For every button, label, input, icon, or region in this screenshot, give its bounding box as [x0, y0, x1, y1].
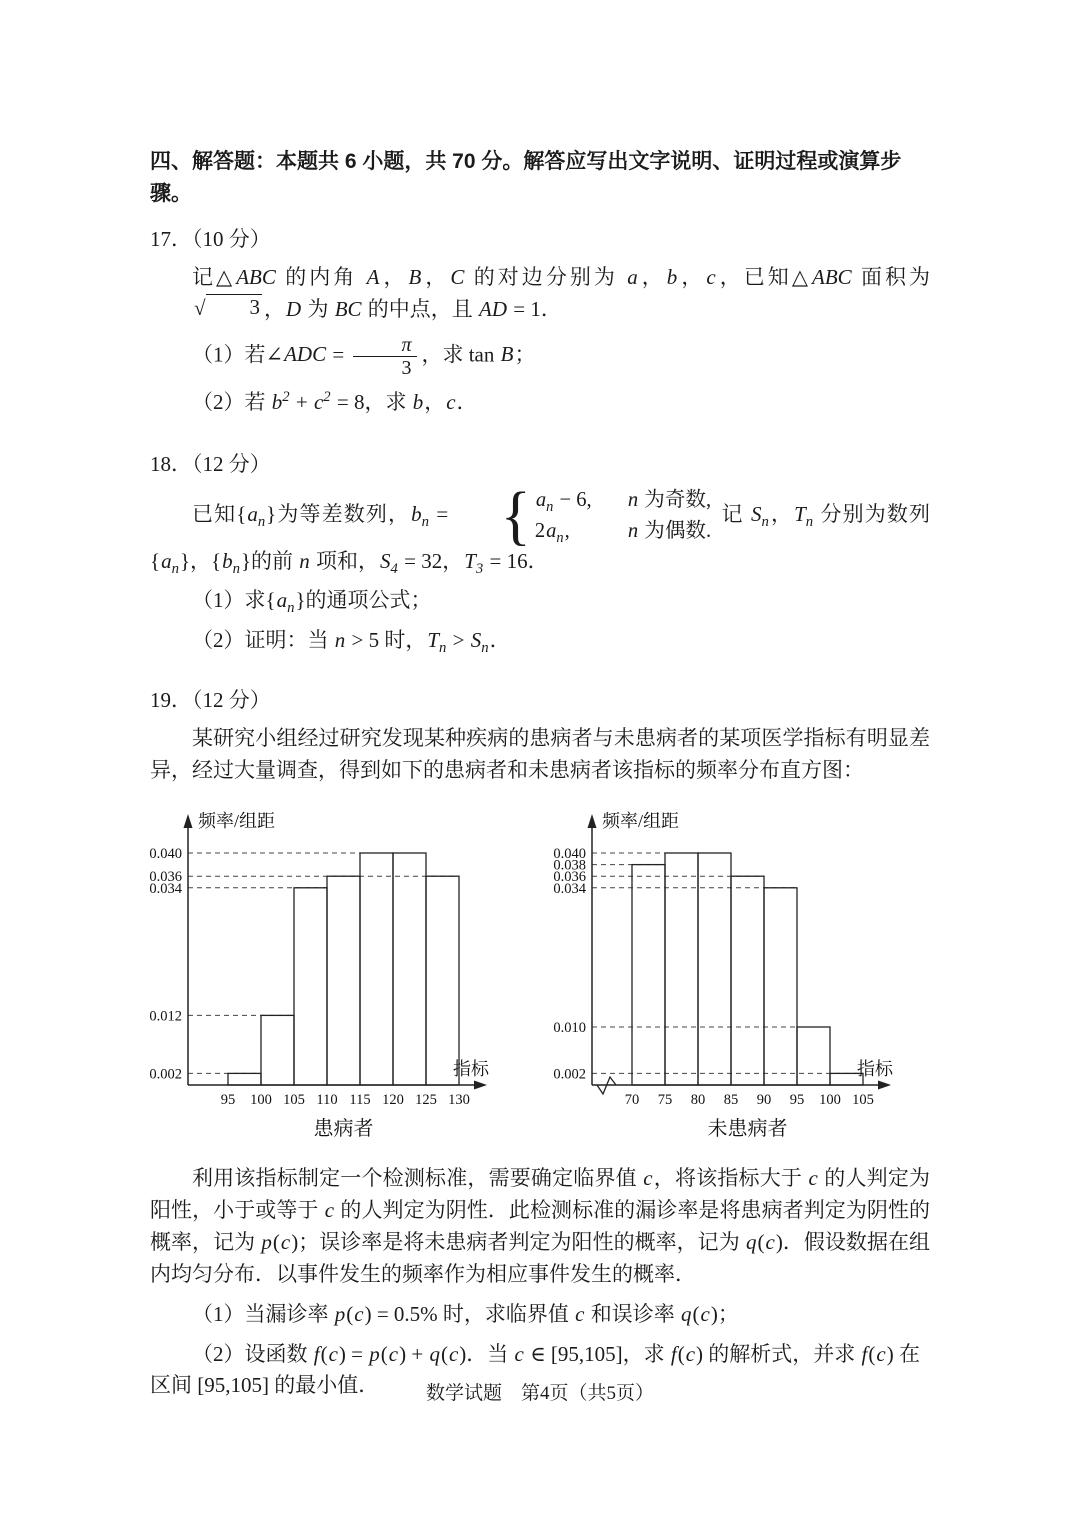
math-var: c — [575, 1301, 585, 1326]
x-tick-label: 85 — [723, 1092, 739, 1108]
y-axis-label: 频率/组距 — [198, 811, 276, 831]
problem-17-intro: 记△ABC 的内角 A，B，C 的对边分别为 a，b，c，已知△ABC 面积为 √ 3 ，D 为 BC 的中点，且 AD = 1． — [150, 262, 930, 326]
x-tick-label: 105 — [283, 1092, 305, 1108]
math-var: $c^2$ — [313, 389, 331, 415]
x-axis-label: 指标 — [857, 1059, 893, 1079]
math-var: c — [876, 1341, 886, 1366]
problem-17-part2: （2）若 $b^2 + c^2 = 8$，求 b，c． — [192, 389, 478, 415]
problem-18 — [150, 449, 930, 657]
x-tick-label: 105 — [852, 1092, 874, 1108]
math-var: c — [328, 1341, 338, 1366]
piecewise-condition: n 为偶数. — [627, 519, 712, 542]
math-var: n — [334, 628, 346, 653]
subscript: 3 — [475, 560, 484, 577]
math-var: p — [261, 1229, 272, 1254]
piecewise-row — [535, 487, 711, 515]
problem-19-part1: （1）当漏诊率 p(c) = 0.5% 时，求临界值 c 和误诊率 q(c)； — [192, 1301, 739, 1326]
y-tick-label: 0.038 — [553, 857, 586, 874]
problem-17-number: 17．（10 分） — [150, 226, 271, 251]
problem-18-number: 18．（12 分） — [150, 452, 271, 477]
subscript: n — [421, 514, 429, 531]
x-axis-label: 指标 — [453, 1059, 489, 1079]
y-axis-arrow-icon — [184, 814, 193, 828]
math-var: c — [388, 1341, 399, 1366]
math-var: c — [280, 1229, 291, 1254]
radicand: 3 — [206, 294, 263, 319]
piecewise-definition — [459, 478, 712, 553]
math-var: B — [408, 264, 422, 289]
math-var: c — [446, 390, 456, 415]
chart-title: 未患病者 — [707, 1118, 788, 1140]
problem-17-part1: （1）若∠ADC = $\frac{\pi}{3}$ ，求 tan B； — [192, 333, 536, 379]
problem-19-number: 19．（12 分） — [150, 688, 271, 713]
x-tick-label: 75 — [657, 1092, 673, 1108]
math-var: c — [706, 264, 716, 289]
math-var: f — [670, 1341, 677, 1366]
math-var: ABC — [236, 264, 276, 289]
x-tick-label: 70 — [624, 1092, 640, 1108]
math-var: $T_3$ — [464, 548, 484, 577]
x-axis-arrow-icon — [474, 1081, 487, 1090]
x-tick-label: 125 — [415, 1092, 437, 1108]
y-tick-label: 0.034 — [149, 880, 182, 897]
x-tick-label: 115 — [349, 1092, 371, 1108]
piecewise-rows — [535, 487, 711, 546]
y-tick-label: 0.002 — [553, 1066, 586, 1083]
piecewise-expression: $a_n - 6$, — [535, 489, 592, 516]
problem-18-part1: （1）求$\{a_n\}$的通项公式； — [192, 588, 432, 617]
math-var: A — [366, 264, 380, 289]
histogram-non-patients — [540, 797, 940, 1157]
histogram-bar — [426, 876, 459, 1085]
x-axis-arrow-icon — [878, 1081, 891, 1090]
x-tick-label: 95 — [220, 1092, 236, 1108]
y-tick-label: 0.036 — [553, 869, 586, 886]
subscript: n — [439, 640, 447, 657]
subscript: n — [171, 560, 179, 577]
math-var: c — [324, 1197, 335, 1222]
piecewise-row — [535, 518, 711, 546]
superscript: 2 — [323, 389, 331, 406]
math-var: p — [334, 1301, 346, 1326]
y-tick-label: 0.034 — [553, 880, 586, 897]
sqrt-expression — [152, 294, 262, 326]
histogram-bar — [731, 876, 764, 1085]
math-var: $T_n$ — [427, 628, 447, 657]
math-var: $a_n$ — [161, 548, 179, 577]
math-var: $T_n$ — [794, 502, 814, 531]
histogram-bar — [797, 1027, 830, 1085]
numerator: π — [401, 333, 412, 356]
x-tick-label: 80 — [690, 1092, 706, 1108]
math-var: p — [369, 1341, 380, 1366]
y-tick-label: 0.002 — [149, 1066, 182, 1083]
math-var: q — [429, 1341, 440, 1366]
y-tick-label: 0.012 — [149, 1008, 182, 1025]
chart-root — [149, 811, 490, 1140]
problem-17 — [150, 224, 930, 419]
math-var: $S_n$ — [470, 628, 489, 657]
left-brace: { — [500, 478, 531, 553]
chart-root — [553, 811, 894, 1140]
section-heading: 四、解答题：本题共 6 小题，共 70 分。解答应写出文字说明、证明过程或演算步骤。 — [150, 150, 902, 205]
histogram-bar — [327, 876, 360, 1085]
subscript: n — [805, 514, 814, 531]
subscript: n — [232, 560, 240, 577]
math-var: $a_n$ — [535, 489, 554, 516]
y-tick-label: 0.040 — [553, 846, 586, 862]
problem-18-intro: 已知$\{a_n\}$为等差数列，$b_n$ = { $a_n - 6$, n 为奇数, $2a_n$, n 为偶数. 记 $S_n$，$T_n$ 分别为数列$\{a_n\}$，$\{b_n\}$的前 n 项和，$S_4 = 32$，$T_3 = 16$． — [150, 478, 931, 577]
histogram-patients — [136, 797, 536, 1157]
y-axis-arrow-icon — [588, 814, 597, 828]
x-tick-label: 90 — [756, 1092, 772, 1108]
math-var: $a_n$ — [276, 588, 295, 617]
math-var: C — [450, 264, 465, 289]
x-tick-label: 110 — [316, 1092, 338, 1108]
math-var: B — [500, 342, 514, 367]
y-tick-label: 0.036 — [149, 869, 182, 886]
subscript: n — [481, 640, 489, 657]
superscript: 2 — [282, 389, 290, 406]
page-footer: 数学试题 第4页（共5页） — [425, 1383, 654, 1404]
piecewise-expression: $2a_n$, — [534, 519, 570, 546]
x-tick-label: 95 — [789, 1092, 805, 1108]
math-var: c — [643, 1166, 653, 1190]
piecewise-condition: n 为奇数, — [627, 489, 712, 512]
histogram-bar — [393, 853, 426, 1085]
math-var: n — [627, 489, 639, 512]
math-var: q — [681, 1301, 692, 1326]
histogram-bar — [360, 853, 393, 1085]
math-var: $a_n$ — [546, 519, 564, 546]
fraction — [353, 334, 417, 380]
radical-sign: √ — [194, 295, 206, 320]
math-var: c — [765, 1229, 775, 1254]
math-var: AD — [479, 296, 508, 321]
math-var: a — [627, 264, 638, 289]
math-var: f — [861, 1341, 868, 1366]
math-var: $S_4$ — [380, 548, 398, 577]
math-var: ADC — [284, 342, 327, 367]
math-var: c — [685, 1341, 696, 1366]
subscript: n — [761, 514, 769, 531]
subscript: n — [546, 499, 554, 516]
x-tick-label: 100 — [819, 1092, 841, 1108]
math-var: BC — [334, 296, 362, 321]
denominator: 3 — [353, 356, 417, 379]
math-var: $a_n$ — [247, 502, 266, 531]
math-var: n — [627, 519, 639, 542]
problem-19-part2: （2）设函数 f(c) = p(c) + q(c)．当 c ∈ [95,105]，求 f(c) 的解析式，并求 f(c) 在区间 [95,105] 的最小值． — [150, 1341, 920, 1398]
math-var: q — [746, 1229, 757, 1254]
math-var: b — [412, 390, 424, 415]
math-var: c — [514, 1341, 524, 1366]
y-tick-label: 0.040 — [149, 846, 182, 862]
x-tick-label: 100 — [250, 1092, 272, 1108]
x-tick-label: 120 — [382, 1092, 404, 1108]
math-var: $S_n$ — [751, 502, 769, 531]
math-var: b — [666, 264, 678, 289]
math-var: $b^2$ — [271, 389, 290, 415]
frequency-histograms-figure — [136, 797, 940, 1157]
subscript: 4 — [390, 560, 398, 577]
histogram-bar — [261, 1015, 294, 1085]
y-tick-label: 0.010 — [553, 1020, 586, 1036]
math-var: $b_n$ — [222, 548, 240, 577]
math-var: $b_n$ — [411, 502, 429, 531]
histogram-bar — [294, 888, 327, 1085]
math-var: c — [700, 1301, 710, 1326]
problem-18-part2: （2）证明：当 n > 5 时，$T_n > S_n$． — [192, 628, 511, 657]
subscript: n — [257, 514, 266, 531]
math-var: f — [313, 1341, 320, 1366]
chart-title: 患病者 — [313, 1118, 374, 1140]
math-var: n — [299, 548, 310, 573]
subscript: n — [556, 529, 564, 546]
y-axis-label: 频率/组距 — [602, 811, 680, 831]
math-var: ABC — [812, 264, 852, 289]
problem-19 — [150, 685, 930, 1402]
problem-19-intro: 某研究小组经过研究发现某种疾病的患病者与未患病者的某项医学指标有明显差异，经过大量调查，得到如下的患病者和未患病者该指标的频率分布直方图： — [150, 726, 930, 783]
x-tick-label: 130 — [448, 1092, 470, 1108]
math-var: D — [286, 296, 302, 321]
histogram-bar — [764, 888, 797, 1085]
math-var: c — [354, 1301, 364, 1326]
problem-19-paragraph: 利用该指标制定一个检测标准，需要确定临界值 c，将该指标大于 c 的人判定为阳性，小于或等于 c 的人判定为阴性．此检测标准的漏诊率是将患病者判定为阴性的概率，记为 p(c)；误诊率是将未患病者判定为阳性的概率，记为 q(c)．假设数据在组内均匀分布．以事件发生的频率作为相应事件发生的概率． — [150, 1166, 931, 1286]
histogram-bar — [632, 865, 665, 1085]
subscript: n — [287, 600, 295, 617]
math-var: c — [808, 1166, 818, 1190]
math-var: c — [448, 1341, 459, 1366]
histogram-bar — [228, 1073, 261, 1085]
